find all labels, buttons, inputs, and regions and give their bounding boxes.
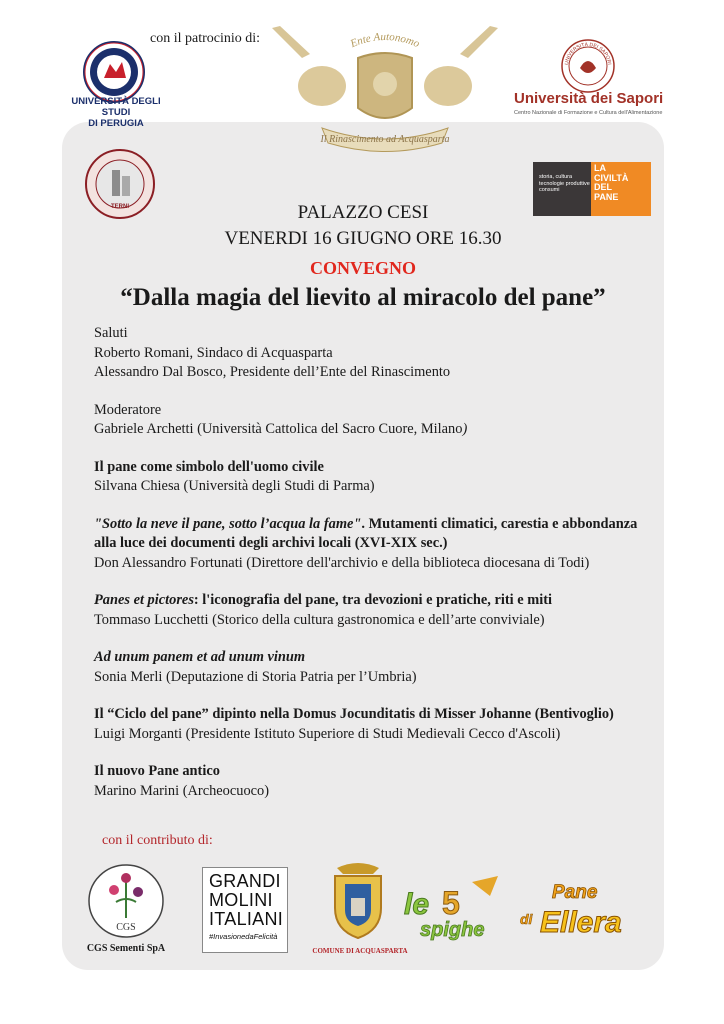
talk-title: Ad unum panem et ad unum vinum [94,649,306,665]
moderatore-section [94,401,654,440]
talk-speaker: Sonia Merli (Deputazione di Storia Patria per l’Umbria) [94,668,417,685]
event-datetime: VENERDI 16 GIUGNO ORE 16.30 [224,228,502,249]
pane-di-ellera-logo [518,876,648,946]
civilta-right-line: PANE [594,191,619,202]
talk-item [94,458,654,497]
spighe-text-a: le [404,888,430,921]
talk-item [94,515,654,574]
gmi-line-3: ITALIANI [209,909,284,929]
grandi-molini-logo [202,867,288,953]
ente-rinascimento-emblem [262,18,508,158]
talk-speaker: Silvana Chiesa (Università degli Studi di Parma) [94,478,375,494]
talk-title-quote: "Sotto la neve il pane, sotto l’acqua la fame" [94,515,362,532]
perugia-university-name [60,96,172,129]
event-title: “Dalla magia del lievito al miracolo del pane” [120,284,606,311]
spighe-text-c: spighe [420,919,485,941]
perugia-university-seal-icon [82,40,146,104]
comune-name: COMUNE DI ACQUASPARTA [312,947,408,955]
sapori-title: Università dei Sapori [514,90,664,107]
perugia-line-2: DI PERUGIA [88,118,144,129]
event-kind: CONVEGNO [309,258,416,278]
moderatore-heading: Moderatore [94,401,162,418]
cgs-emblem-text: CGS [116,922,136,933]
talk-item [94,705,654,744]
comune-crest-icon [323,858,393,942]
talk-speaker: Tommaso Lucchetti (Storico della cultura gastronomica e dell’arte conviviale) [94,611,545,628]
gmi-line-2: MOLINI [209,890,273,910]
talk-title-italic: Panes et pictores [94,592,194,608]
talk-title: Il pane come simbolo dell'uomo civile [94,458,324,475]
talk-speaker: Marino Marini (Archeocuoco) [94,782,270,799]
civilta-right-line: LA [594,163,606,173]
ente-top-text: Ente Autonomo [348,30,422,51]
seal-text: TERNI [111,204,129,210]
talk-item [94,591,654,630]
talk-title: Il “Ciclo del pane” dipinto nella Domus Jocunditatis di Misser Johanne (Bentivoglio) [94,706,614,722]
saluti-heading: Saluti [94,325,128,341]
talk-title-rest: : l'iconografia del pane, tra devozioni e pratiche, riti e miti [193,592,553,608]
sapori-seal-icon [560,38,616,94]
program [94,324,654,819]
cgs-emblem-icon [86,862,166,940]
cgs-name: CGS Sementi SpA [86,943,166,954]
perugia-line-1: UNIVERSITÀ DEGLI STUDI [71,96,161,118]
talk-speaker: Don Alessandro Fortunati (Direttore dell'archivio e della biblioteca diocesana di Todi) [94,554,590,571]
talk-title [94,515,654,554]
civilta-left-line: tecnologie produttive [539,180,590,187]
gmi-tagline: #InvasionedaFelicità [209,932,278,941]
civilta-left-line: consumi [539,187,560,193]
sapori-subtitle: Centro Nazionale di Formazione e Cultura dell'Alimentazione [514,110,663,116]
talk-speaker: Luigi Morganti (Presidente Istituto Superiore di Studi Medievali Cecco d'Ascoli) [94,725,561,742]
saluti-section [94,324,654,383]
saluti-speaker: Roberto Romani, Sindaco di Acquasparta [94,344,333,361]
moderatore-close: ) [462,421,468,437]
ellera-text-a: Pane [552,882,598,903]
civilta-right-line: CIVILTÀ [594,172,629,183]
ellera-text-c: Ellera [540,906,622,939]
saluti-speaker: Alessandro Dal Bosco, Presidente dell’Ente del Rinascimento [94,364,451,380]
moderatore-name-line [94,420,654,440]
moderatore-name: Gabriele Archetti (Università Cattolica del Sacro Cuore, Milano [94,421,463,437]
le-5-spighe-logo [402,872,512,942]
talk-title: Il nuovo Pane antico [94,763,220,779]
gmi-line-1: GRANDI [209,871,281,891]
svg-text:Ente Autonomo [348,31,422,51]
talk-title [94,591,654,611]
talk-item [94,762,654,801]
civilta-left-line: storia, cultura [539,174,573,180]
patronage-label: con il patrocinio di: [150,31,261,46]
ellera-text-b: di [520,911,533,927]
contribution-label: con il contributo di: [102,833,213,848]
civilta-right-line: DEL [594,182,612,192]
talk-title-rest: . Mutamenti climatici, carestia e abbondanza alla luce dei documenti degli archivi locali (XVI-XIX sec.) [94,515,638,551]
talk-item [94,648,654,687]
event-venue: PALAZZO CESI [297,202,429,223]
ente-banner-text: Il Rinascimento ad Acquasparta [320,134,450,145]
spighe-text-b: 5 [442,885,460,921]
sapori-seal-text: UNIVERSITÀ DEI SAPORI [563,41,612,66]
